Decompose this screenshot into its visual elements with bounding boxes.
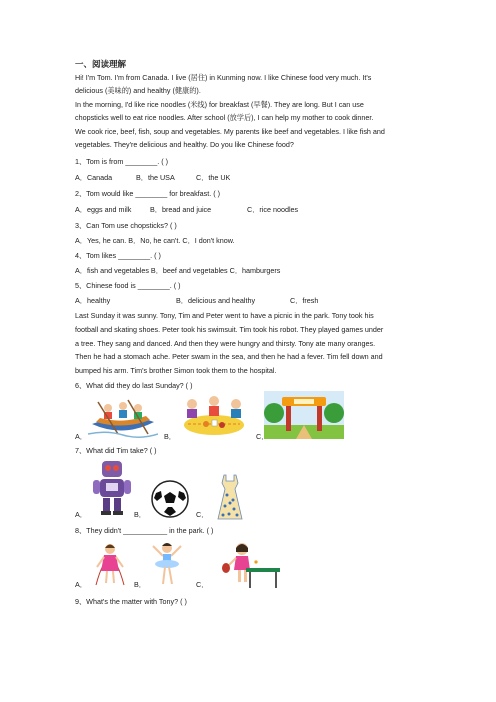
table-tennis-girl-icon <box>216 540 280 590</box>
q5-option-b: B．delicious and healthy <box>176 296 256 305</box>
picnic-icon <box>178 392 250 438</box>
q1-option-c: C．the UK <box>196 173 231 182</box>
passage1-line-2: delicious (美味的) and healthy (健康的). <box>75 86 201 95</box>
q6-option-b: B． <box>164 432 176 441</box>
q2-option-c: C．rice noodles <box>247 205 299 214</box>
q2-option-b: B．bread and juice <box>150 205 212 214</box>
q7-option-c: C． <box>196 510 209 519</box>
robot-icon <box>92 458 132 516</box>
q3-options: A．Yes, he can. B．No, he can't. C．I don't know. <box>75 236 235 245</box>
q8-option-a: A． <box>75 580 87 589</box>
passage2-line-4: Then he had a stomach ache. Peter swam in the sea, and then he had a fever. Tim fell down and <box>75 352 383 361</box>
passage2-line-5: bumped his arm. Tim's brother Simon took them to the hospital. <box>75 366 277 375</box>
football-icon <box>150 479 190 519</box>
question-8: 8、They didn't ___________ in the park. ( ) <box>75 526 214 535</box>
skipping-girl-icon <box>92 539 128 589</box>
question-9: 9、What's the matter with Tony? ( ) <box>75 597 187 606</box>
question-7: 7、What did Tim take? ( ) <box>75 446 157 455</box>
q7-option-a: A． <box>75 510 87 519</box>
question-1: 1、Tom is from ________. ( ) <box>75 157 169 166</box>
passage2-line-3: a tree. They sang and danced. And then they were hungry and thirsty. Tony ate many oranges. <box>75 339 376 348</box>
q6-option-c: C． <box>256 432 269 441</box>
q1-option-b: B．the USA <box>136 173 175 182</box>
question-4: 4、Tom likes ________. ( ) <box>75 251 161 260</box>
question-5: 5、Chinese food is ________. ( ) <box>75 281 181 290</box>
passage2-line-2: football and skating shoes. Peter took his swimsuit. Tim took his robot. They played games under <box>75 325 384 334</box>
passage1-line-3: In the morning, I'd like rice noodles (米线) for breakfast (早餐). They are long. But I can use <box>75 100 364 109</box>
passage1-line-5: We cook rice, beef, fish, soup and vegetables. My parents like beef and vegetables. I like fish and <box>75 127 385 136</box>
q4-options: A．fish and vegetables B．beef and vegetables C．hamburgers <box>75 266 281 275</box>
park-gate-icon <box>264 391 344 439</box>
q8-option-c: C． <box>196 580 209 589</box>
dress-icon <box>216 473 244 521</box>
q5-option-c: C．fresh <box>290 296 319 305</box>
question-6: 6、What did they do last Sunday? ( ) <box>75 381 193 390</box>
passage1-line-4: chopsticks well to eat rice noodles. After school (放学后), I can help my mother to cook dinner. <box>75 113 374 122</box>
section-title: 一、阅读理解 <box>75 59 127 69</box>
passage1-line-1: Hi! I'm Tom. I'm from Canada. I live (居住) in Kunming now. I like Chinese food very much. It's <box>75 73 372 82</box>
passage1-line-6: vegetables. They're delicious and healthy. Do you like Chinese food? <box>75 140 294 149</box>
q1-option-a: A．Canada <box>75 173 113 182</box>
q6-option-a: A． <box>75 432 87 441</box>
q8-option-b: B． <box>134 580 146 589</box>
passage2-line-1: Last Sunday it was sunny. Tony, Tim and Peter went to have a picnic in the park. Tony took his <box>75 311 374 320</box>
question-3: 3、Can Tom use chopsticks? ( ) <box>75 221 177 230</box>
ballet-girl-icon <box>150 540 184 588</box>
q5-option-a: A．healthy <box>75 296 111 305</box>
question-2: 2、Tom would like ________ for breakfast. ( ) <box>75 189 221 198</box>
q2-option-a: A．eggs and milk <box>75 205 132 214</box>
rowing-boat-icon <box>88 394 158 440</box>
q7-option-b: B． <box>134 510 146 519</box>
